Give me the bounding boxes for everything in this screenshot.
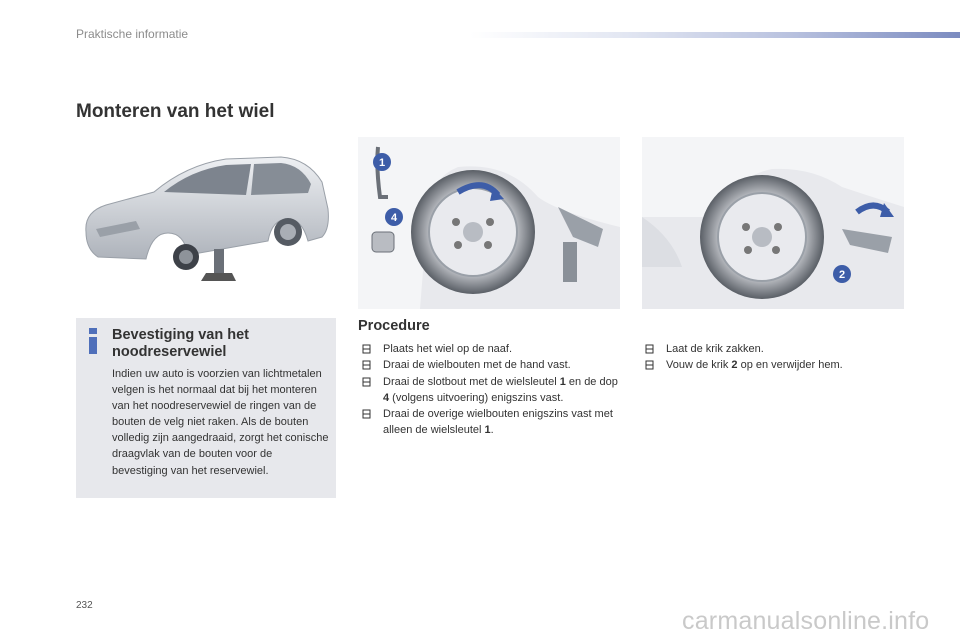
checkbox-icon bbox=[362, 360, 371, 370]
callout-ref: 4 bbox=[383, 391, 390, 404]
step-text: Draai de wielbouten met de hand vast. bbox=[383, 359, 571, 372]
procedure-step bbox=[358, 406, 624, 439]
section-label: Praktische informatie bbox=[76, 27, 189, 41]
header-accent-bar bbox=[470, 32, 960, 38]
car-icon bbox=[76, 137, 338, 299]
step-text: (volgens uitvoering) enigszins vast. bbox=[389, 391, 564, 404]
step-text: Plaats het wiel op de naaf. bbox=[383, 343, 513, 355]
checkbox-icon bbox=[362, 409, 371, 419]
procedure-step bbox=[358, 374, 624, 407]
page-number: 232 bbox=[76, 600, 93, 611]
step-text: op en verwijder hem. bbox=[737, 359, 843, 372]
callout-ref: 1 bbox=[559, 375, 566, 388]
checkbox-icon bbox=[362, 377, 371, 387]
jack-icon bbox=[642, 137, 904, 309]
callout-2: 2 bbox=[838, 269, 846, 281]
step-text: Laat de krik zakken. bbox=[666, 343, 764, 355]
page-title: Monteren van het wiel bbox=[76, 101, 275, 122]
step-text: Vouw de krik bbox=[666, 359, 732, 372]
wheel-bolts-figure bbox=[358, 137, 620, 309]
wheel-icon bbox=[358, 137, 620, 309]
jack-lowering-figure bbox=[642, 137, 904, 309]
car-on-jack-figure bbox=[76, 137, 338, 299]
procedure-steps-right bbox=[641, 341, 901, 374]
procedure-step bbox=[641, 341, 901, 357]
checkbox-icon bbox=[362, 344, 371, 354]
step-text: Draai de overige wielbouten enigszins vast met alleen de wielsleutel bbox=[383, 408, 613, 437]
info-icon bbox=[86, 328, 100, 354]
step-text: . bbox=[490, 424, 494, 437]
procedure-step bbox=[358, 341, 624, 357]
info-box bbox=[76, 318, 336, 498]
procedure-step bbox=[641, 357, 901, 373]
checkbox-icon bbox=[645, 344, 654, 354]
checkbox-icon bbox=[645, 360, 654, 370]
procedure-steps-left bbox=[358, 341, 624, 439]
step-text: en de dop bbox=[565, 375, 618, 388]
callout-4: 4 bbox=[390, 212, 398, 224]
info-box-title: Bevestiging van het noodreservewiel bbox=[112, 327, 249, 360]
procedure-step bbox=[358, 357, 624, 373]
callout-ref: 2 bbox=[731, 359, 738, 372]
callout-ref: 1 bbox=[484, 424, 491, 437]
info-box-text: Indien uw auto is voorzien van lichtmetalen velgen is het normaal dat bij het monteren van het noodreservewiel de ringen van de bouten de velg niet raken. Als de bouten volledig zijn aangedraaid, zorgt het conische draagvlak van de bouten voor de bevestiging van het reservewiel. bbox=[112, 368, 329, 477]
watermark: carmanualsonline.info bbox=[682, 607, 930, 635]
step-text: Draai de slotbout met de wielsleutel bbox=[383, 375, 560, 388]
procedure-title: Procedure bbox=[358, 318, 430, 334]
callout-1: 1 bbox=[378, 157, 386, 169]
